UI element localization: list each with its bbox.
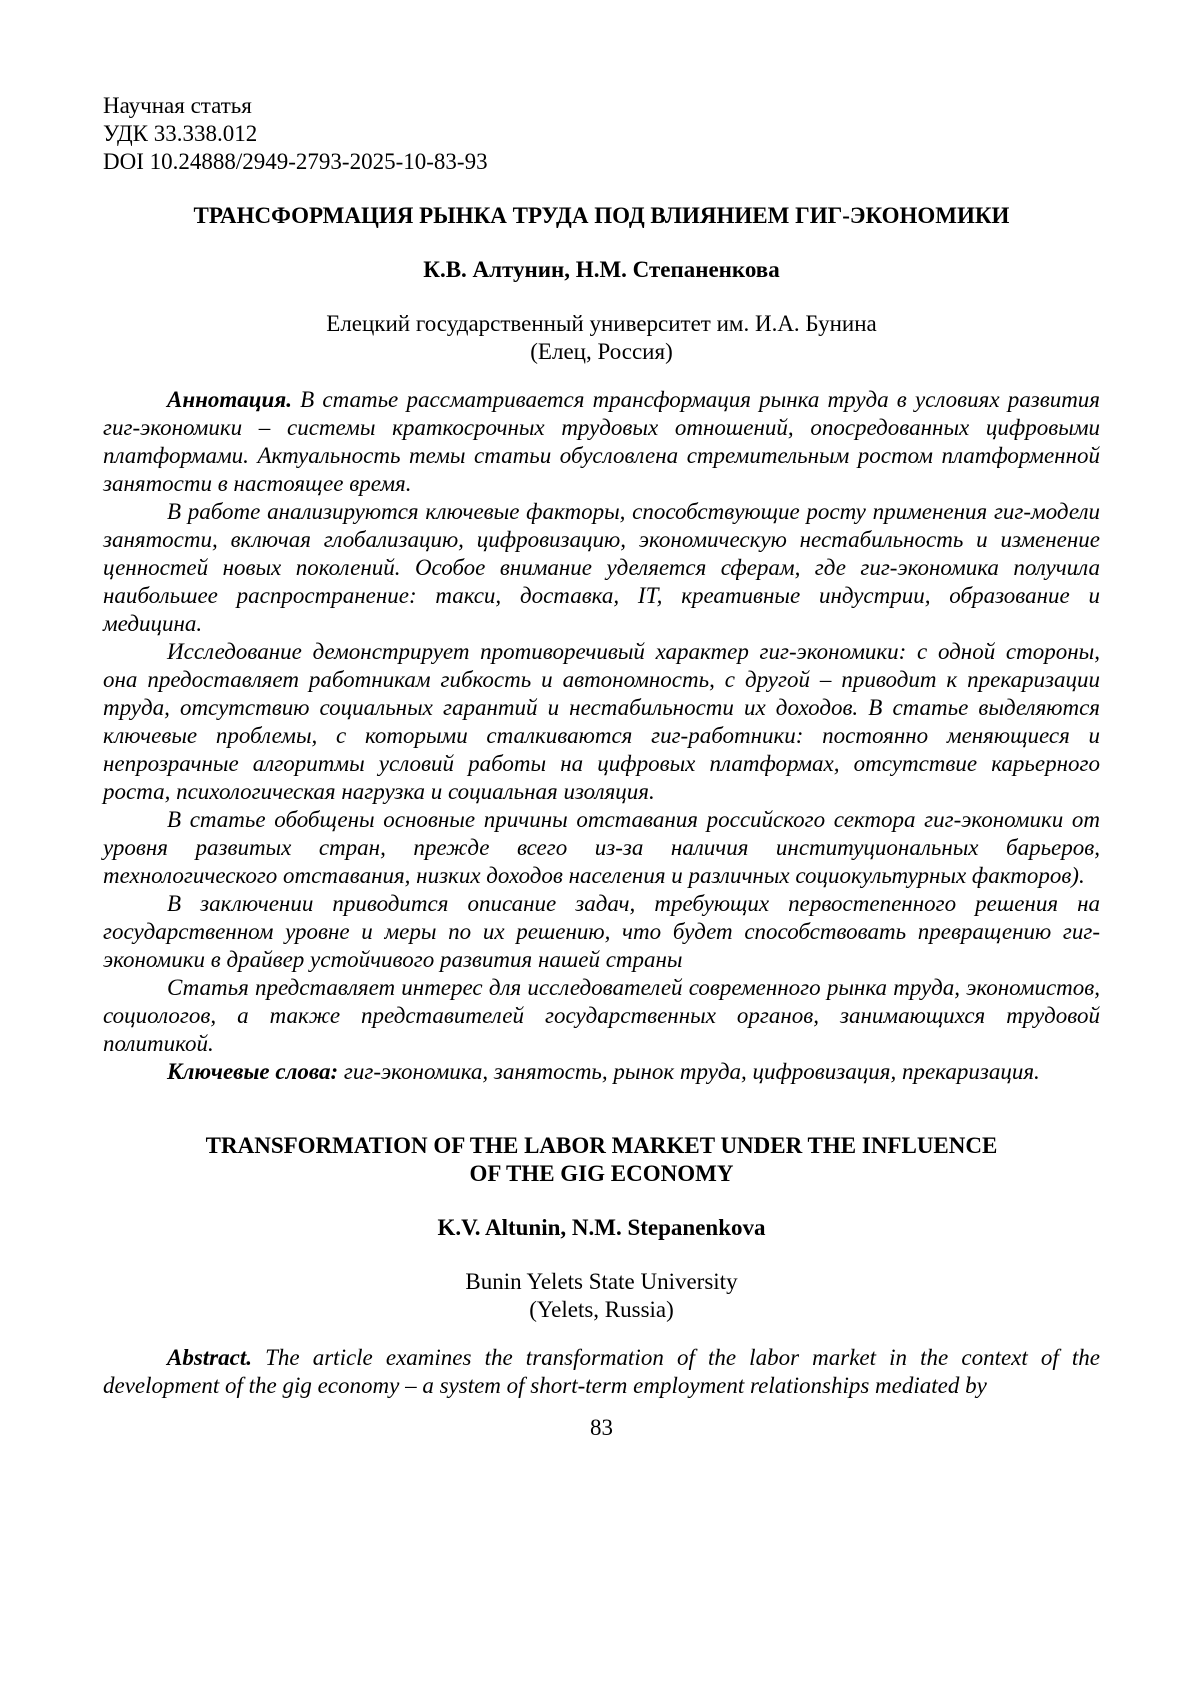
- abstract-label-ru: Аннотация.: [167, 387, 292, 412]
- article-title-en-line2: OF THE GIG ECONOMY: [469, 1161, 734, 1186]
- affiliation-name-ru: Елецкий государственный университет им. И.А. Бунина: [326, 311, 877, 336]
- abstract-ru-paragraph-5: В заключении приводится описание задач, требующих первостепенного решения на государственном уровне и меры по их решению, что будет способствовать превращению гиг-экономики в драйвер устойчивого развития нашей страны: [103, 891, 1100, 972]
- affiliation-ru: [103, 310, 1100, 366]
- abstract-ru-text-1: В статье рассматривается трансформация рынка труда в условиях развития гиг-экономики – системы краткосрочных трудовых отношений, опосредованных цифровыми платформами. Актуальность темы статьи обусловлена стремительным ростом платформенной занятости в настоящее время.: [103, 387, 1100, 496]
- abstract-ru-paragraph-3: Исследование демонстрирует противоречивый характер гиг-экономики: с одной стороны, она предоставляет работникам гибкость и автономность, с другой – приводит к прекаризации труда, отсутствию социальных гарантий и нестабильности их доходов. В статье выделяются ключевые проблемы, с которыми сталкиваются гиг-работники: постоянно меняющиеся и непрозрачные алгоритмы условий работы на цифровых платформах, отсутствие карьерного роста, психологическая нагрузка и социальная изоляция.: [103, 639, 1100, 804]
- abstract-ru-paragraph-4: В статье обобщены основные причины отставания российского сектора гиг-экономики от уровня развитых стран, прежде всего из-за наличия институциональных барьеров, технологического отставания, низких доходов населения и различных социокультурных факторов).: [103, 807, 1100, 888]
- article-title-ru: ТРАНСФОРМАЦИЯ РЫНКА ТРУДА ПОД ВЛИЯНИЕМ ГИГ-ЭКОНОМИКИ: [193, 203, 1010, 228]
- udc-code: УДК 33.338.012: [103, 121, 258, 146]
- abstract-ru-paragraph-1: [103, 386, 1100, 498]
- abstract-ru: [103, 386, 1100, 1086]
- keywords-ru: [103, 1058, 1100, 1086]
- keywords-text-ru: гиг-экономика, занятость, рынок труда, цифровизация, прекаризация.: [343, 1059, 1040, 1084]
- doi: DOI 10.24888/2949-2793-2025-10-83-93: [103, 149, 488, 174]
- abstract-label-en: Abstract.: [167, 1345, 252, 1370]
- keywords-label-ru: Ключевые слова:: [167, 1059, 339, 1084]
- article-title-en: [103, 1132, 1100, 1188]
- abstract-en-text-1: The article examines the transformation of the labor market in the context of the development of the gig economy – a system of short-term employment relationships mediated by: [103, 1345, 1100, 1398]
- authors-en: K.V. Altunin, N.M. Stepanenkova: [437, 1215, 766, 1240]
- article-type: Научная статья: [103, 93, 252, 118]
- affiliation-city-en: (Yelets, Russia): [529, 1297, 674, 1322]
- article-meta: [103, 92, 1100, 176]
- english-section: [103, 1132, 1100, 1400]
- abstract-en: [103, 1344, 1100, 1400]
- authors-ru: К.В. Алтунин, Н.М. Степаненкова: [423, 257, 780, 282]
- affiliation-name-en: Bunin Yelets State University: [465, 1269, 738, 1294]
- abstract-ru-paragraph-2: В работе анализируются ключевые факторы, способствующие росту применения гиг-модели занятости, включая глобализацию, цифровизацию, экономическую нестабильность и изменение ценностей новых поколений. Особое внимание уделяется сферам, где гиг-экономика получила наибольшее распространение: такси, доставка, IT, креативные индустрии, образование и медицина.: [103, 499, 1100, 636]
- article-title-en-line1: TRANSFORMATION OF THE LABOR MARKET UNDER THE INFLUENCE: [205, 1133, 998, 1158]
- page-number: 83: [590, 1415, 613, 1440]
- affiliation-city-ru: (Елец, Россия): [530, 339, 673, 364]
- abstract-en-paragraph-1: [103, 1344, 1100, 1400]
- abstract-ru-paragraph-6: Статья представляет интерес для исследователей современного рынка труда, экономистов, социологов, а также представителей государственных органов, занимающихся трудовой политикой.: [103, 975, 1100, 1056]
- affiliation-en: [103, 1268, 1100, 1324]
